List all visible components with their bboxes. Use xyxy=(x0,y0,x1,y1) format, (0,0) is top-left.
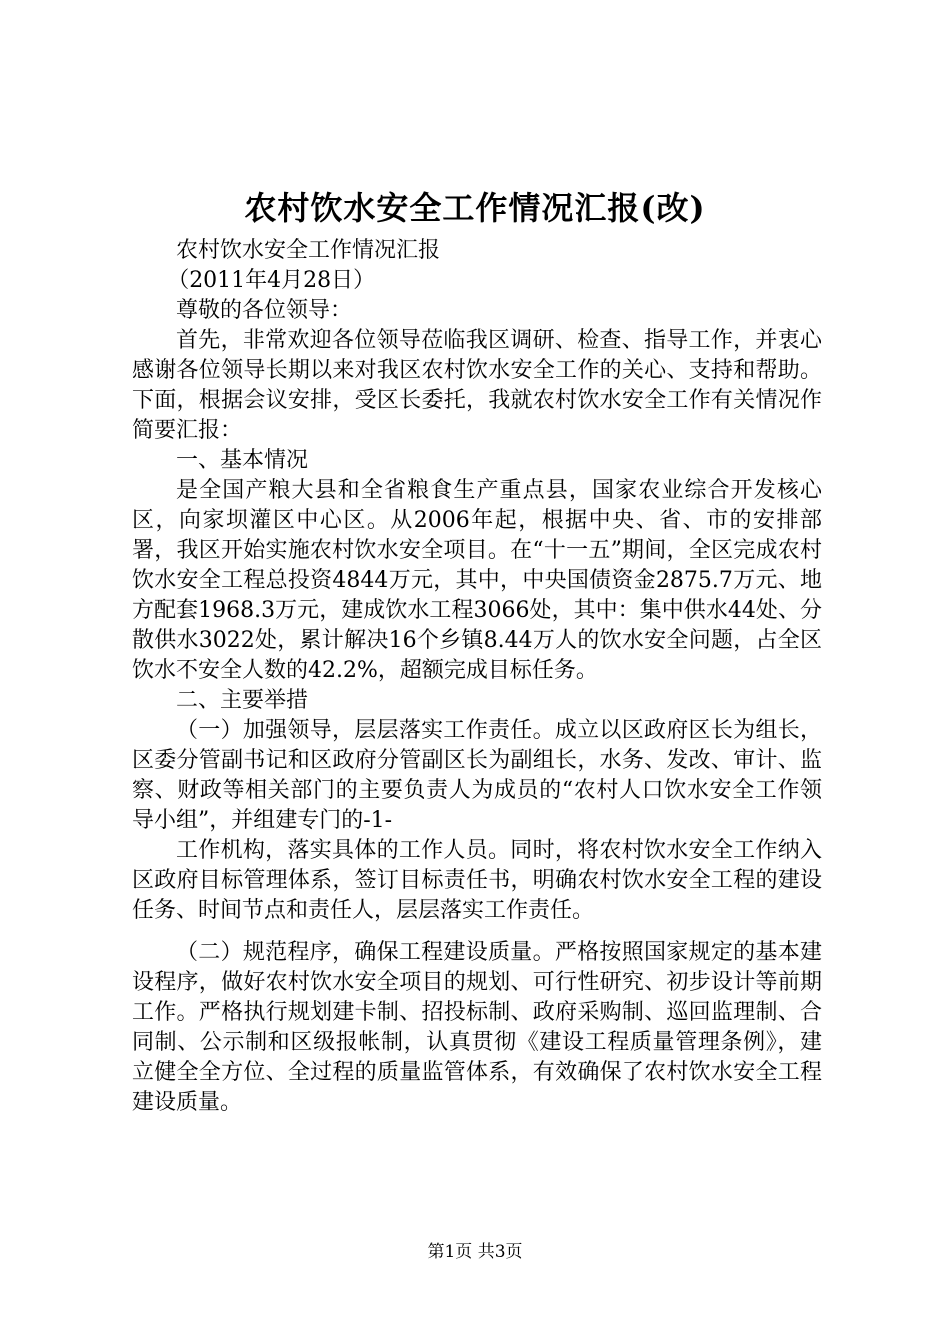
salutation: 尊敬的各位领导： xyxy=(176,298,353,323)
document-body xyxy=(132,236,822,1118)
section-heading-basic: 一、基本情况 xyxy=(176,448,309,473)
paragraph-basic-info: 是全国产粮大县和全省粮食生产重点县，国家农业综合开发核心区，向家坝灌区中心区。从2006年起，根据中央、省、市的安排部署，我区开始实施农村饮水安全项目。在“十一五”期间，全区完成农村饮水安全工程总投资4844万元，其中，中央国债资金2875.7万元、地方配套1968.3万元，建成饮水工程3066处，其中：集中供水44处、分散供水3022处，累计解决16个乡镇8.44万人的饮水安全问题，占全区饮水不安全人数的42.2%，超额完成目标任务。 xyxy=(132,478,822,683)
report-subtitle: 农村饮水安全工作情况汇报 xyxy=(176,238,441,263)
paragraph-intro: 首先，非常欢迎各位领导莅临我区调研、检查、指导工作，并衷心感谢各位领导长期以来对我区农村饮水安全工作的关心、支持和帮助。下面，根据会议安排，受区长委托，我就农村饮水安全工作有关情况作简要汇报： xyxy=(132,328,822,443)
paragraph-measure-1: （一）加强领导，层层落实工作责任。成立以区政府区长为组长，区委分管副书记和区政府分管副区长为副组长，水务、发改、审计、监察、财政等相关部门的主要负责人为成员的“农村人口饮水安全工作领导小组”，并组建专门的-1- xyxy=(132,718,822,833)
document-title: 农村饮水安全工作情况汇报(改) xyxy=(244,189,706,227)
paragraph-measure-2: （二）规范程序，确保工程建设质量。严格按照国家规定的基本建设程序，做好农村饮水安全项目的规划、可行性研究、初步设计等前期工作。严格执行规划建卡制、招投标制、政府采购制、巡回监理制、合同制、公示制和区级报帐制，认真贯彻《建设工程质量管理条例》，建立健全全方位、全过程的质量监管体系，有效确保了农村饮水安全工程建设质量。 xyxy=(132,940,822,1115)
paragraph-measure-1-cont: 工作机构，落实具体的工作人员。同时，将农村饮水安全工作纳入区政府目标管理体系，签订目标责任书，明确农村饮水安全工程的建设任务、时间节点和责任人，层层落实工作责任。 xyxy=(132,838,822,923)
report-date: （2011年4月28日） xyxy=(167,268,376,293)
section-heading-measures: 二、主要举措 xyxy=(176,688,309,713)
page-footer: 第1页 共3页 xyxy=(427,1242,523,1262)
